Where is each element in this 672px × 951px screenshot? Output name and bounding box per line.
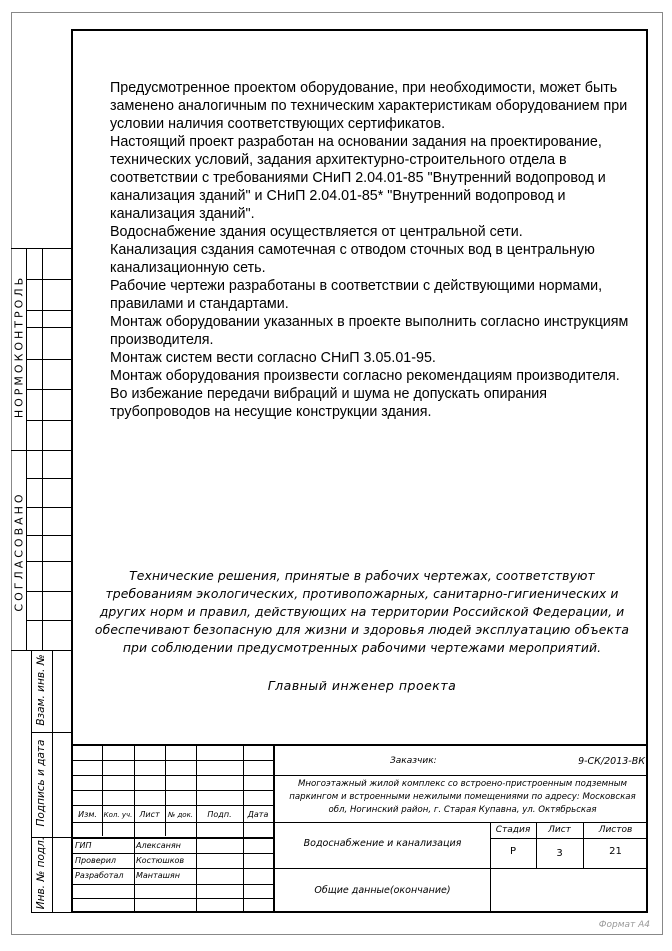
signer-name: Костюшков [136, 856, 185, 865]
note-paragraph: Во избежание передачи вибраций и шума не допускать опирания трубопроводов на несущие конструкции здания. [110, 386, 547, 420]
note-paragraph: Монтаж оборудовании указанных в проекте выполнить согласно инструкциям производителя. [110, 314, 629, 348]
note-paragraph: Монтаж систем вести согласно СНиП 3.05.01-95. [110, 350, 436, 366]
signer-role: ГИП [75, 841, 92, 850]
header-podp: Подп. [207, 810, 232, 819]
header-kol-uch: Кол. уч. [103, 811, 133, 819]
soglasovano-label: СОГЛАСОВАНО [12, 491, 26, 612]
stage-value: Р [509, 846, 517, 857]
podpis-data-label: Подпись и дата [35, 739, 47, 827]
signer-role: Разработал [75, 871, 124, 880]
format-label: Формат А4 [598, 920, 650, 930]
header-list: Лист [139, 810, 160, 819]
note-paragraph: Водоснабжение здания осуществляется от центральной сети. [110, 224, 523, 240]
notes-body [110, 79, 640, 421]
note-paragraph: Настоящий проект разработан на основании задания на проектирование, технических условий, задания архитектурно-строительного отдела в соответствии с требованиями СНиП 2.04.01-85 "Внутренний водопровод и канализация зданий" и СНиП 2.04.01-85* "Внутренний водопровод и канализация зданий". [110, 134, 606, 222]
note-paragraph: Рабочие чертежи разработаны в соответствии с действующими нормами, правилами и стандартами. [110, 278, 603, 312]
certification-text: Технические решения, принятые в рабочих чертежах, соответствуют требованиям экологических, противопожарных, санитарно-гигиенических и других норм и правил, действующих на территории Российской Федерации, и обеспечивают безопасную для жизни и здоровья людей эксплуатацию объекта при соблюдении предусмотренных рабочими чертежами мероприятий. [94, 568, 630, 655]
customer-label: Заказчик: [390, 756, 437, 766]
sheet-value: 3 [556, 848, 563, 859]
sheets-value: 21 [609, 846, 622, 857]
sheet-title: Общие данные(окончание) [314, 885, 451, 896]
signer-name: Алексанян [136, 841, 181, 850]
note-paragraph: Канализация сздания самотечная с отводом сточных вод в центральную канализационную сеть. [110, 242, 595, 276]
header-n-dok: № док. [167, 811, 194, 819]
sheets-label: Листов [598, 825, 633, 835]
signer-name: Манташян [136, 871, 180, 880]
inv-podl-label: Инв. № подл. [35, 836, 47, 910]
note-paragraph: Предусмотренное проектом оборудование, при необходимости, может быть заменено аналогичным по техническим характеристикам оборудованием при условии наличия соответствующих сертификатов. [110, 80, 628, 132]
chief-engineer-label: Главный инженер проекта [267, 678, 457, 693]
signer-role: Проверил [75, 856, 117, 865]
stage-label: Стадия [495, 825, 531, 835]
header-izm: Изм. [78, 810, 97, 819]
doc-code: 9-СК/2013-ВК [578, 756, 645, 767]
normokontrol-label: НОРМОКОНТРОЛЬ [12, 274, 26, 419]
vzam-inv-label: Взам. инв. № [35, 654, 47, 726]
section-title: Водоснабжение и канализация [303, 838, 462, 849]
sheet-label: Лист [548, 825, 571, 835]
header-data: Дата [247, 810, 269, 819]
project-title: Многоэтажный жилой комплекс со встроено-пристроенным подземным паркингом и встроенными нежилыми помещениями по адресу: Московская обл, Ногинский район, г. Старая Купавна, ул. Октябрьская [289, 779, 636, 815]
note-paragraph: Монтаж оборудования произвести согласно рекомендациям производителя. [110, 368, 620, 384]
